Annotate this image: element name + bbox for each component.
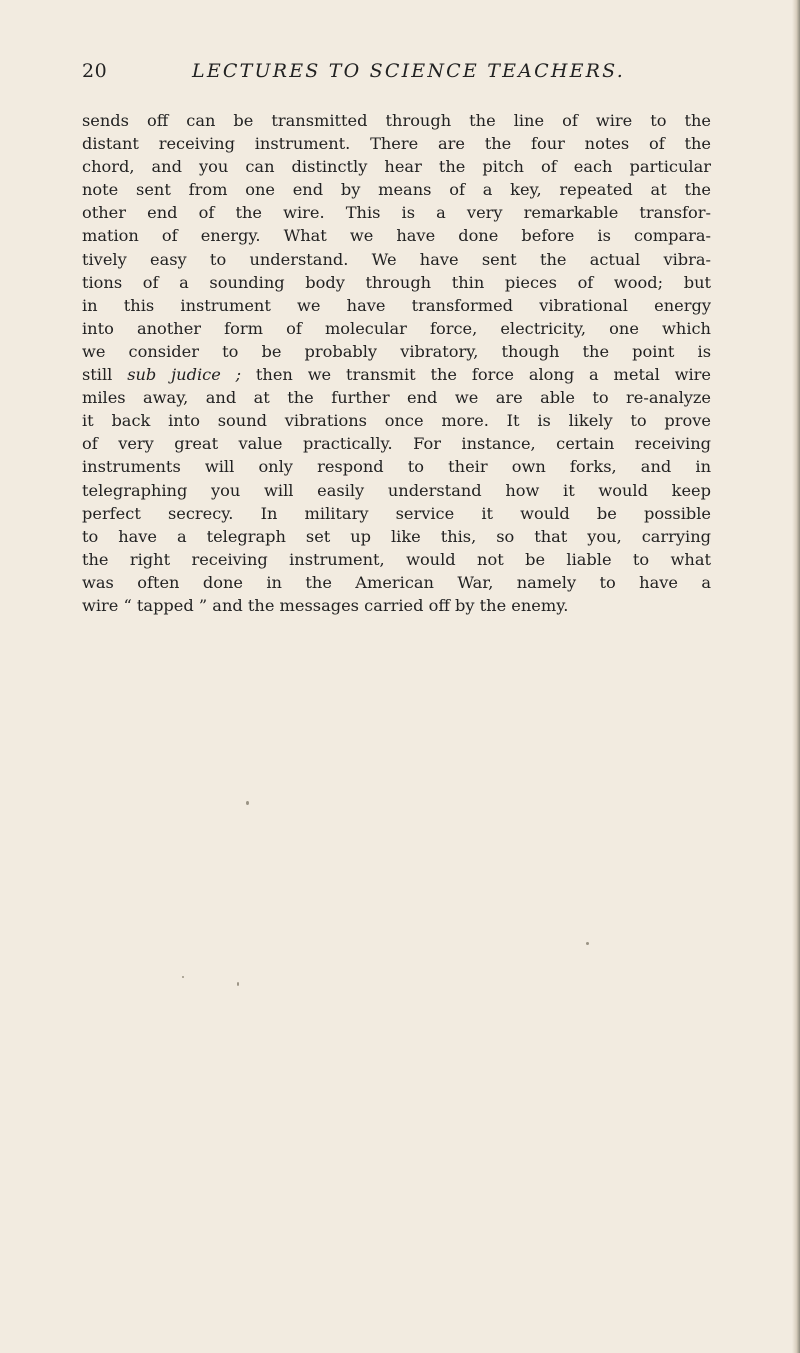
page-number: 20 [82, 60, 108, 82]
text-line: tively easy to understand. We have sent the actual vibra- [82, 249, 711, 269]
text-line: the right receiving instrument, would not be liable to what [82, 549, 711, 569]
text-line: perfect secrecy. In military service it would be possible [82, 503, 711, 523]
running-title: LECTURES TO SCIENCE TEACHERS. [192, 60, 625, 82]
body-paragraph [82, 109, 711, 617]
text-line: of very great value practically. For instance, certain receiving [82, 434, 711, 454]
text-line: miles away, and at the further end we are able to re-analyze [82, 388, 711, 408]
text-line: mation of energy. What we have done before is compara- [82, 226, 711, 246]
text-line: we consider to be probably vibratory, though the point is [82, 341, 711, 361]
text-line: tions of a sounding body through thin pieces of wood; but [82, 272, 711, 292]
paper-speck [586, 942, 589, 945]
page-header [82, 60, 718, 90]
text-line: it back into sound vibrations once more. It is likely to prove [82, 411, 711, 431]
text-line: sends off can be transmitted through the line of wire to the [82, 111, 711, 130]
text-line: instruments will only respond to their own forks, and in [82, 457, 711, 477]
text-line: chord, and you can distinctly hear the pitch of each particular [82, 157, 711, 177]
text-line: in this instrument we have transformed vibrational energy [82, 295, 711, 315]
text-segment: then we transmit the force along a metal wire [241, 365, 711, 385]
paper-speck [182, 976, 184, 978]
text-line: was often done in the American War, namely to have a [82, 572, 711, 592]
text-line: into another form of molecular force, electricity, one which [82, 318, 711, 338]
text-line-with-italic [82, 363, 711, 386]
text-line: telegraphing you will easily understand how it would keep [82, 480, 711, 500]
page-edge-shadow [792, 0, 800, 1353]
text-line: note sent from one end by means of a key, repeated at the [82, 180, 711, 200]
paper-speck [237, 982, 239, 986]
text-line: distant receiving instrument. There are the four notes of the [82, 134, 711, 154]
text-line: wire “ tapped ” and the messages carried off by the enemy. [82, 595, 569, 615]
text-line: to have a telegraph set up like this, so that you, carrying [82, 526, 711, 546]
text-segment: still [82, 365, 128, 385]
paper-speck [246, 801, 249, 805]
text-line: other end of the wire. This is a very remarkable transfor- [82, 203, 711, 223]
italic-phrase: sub judice ; [127, 365, 242, 385]
